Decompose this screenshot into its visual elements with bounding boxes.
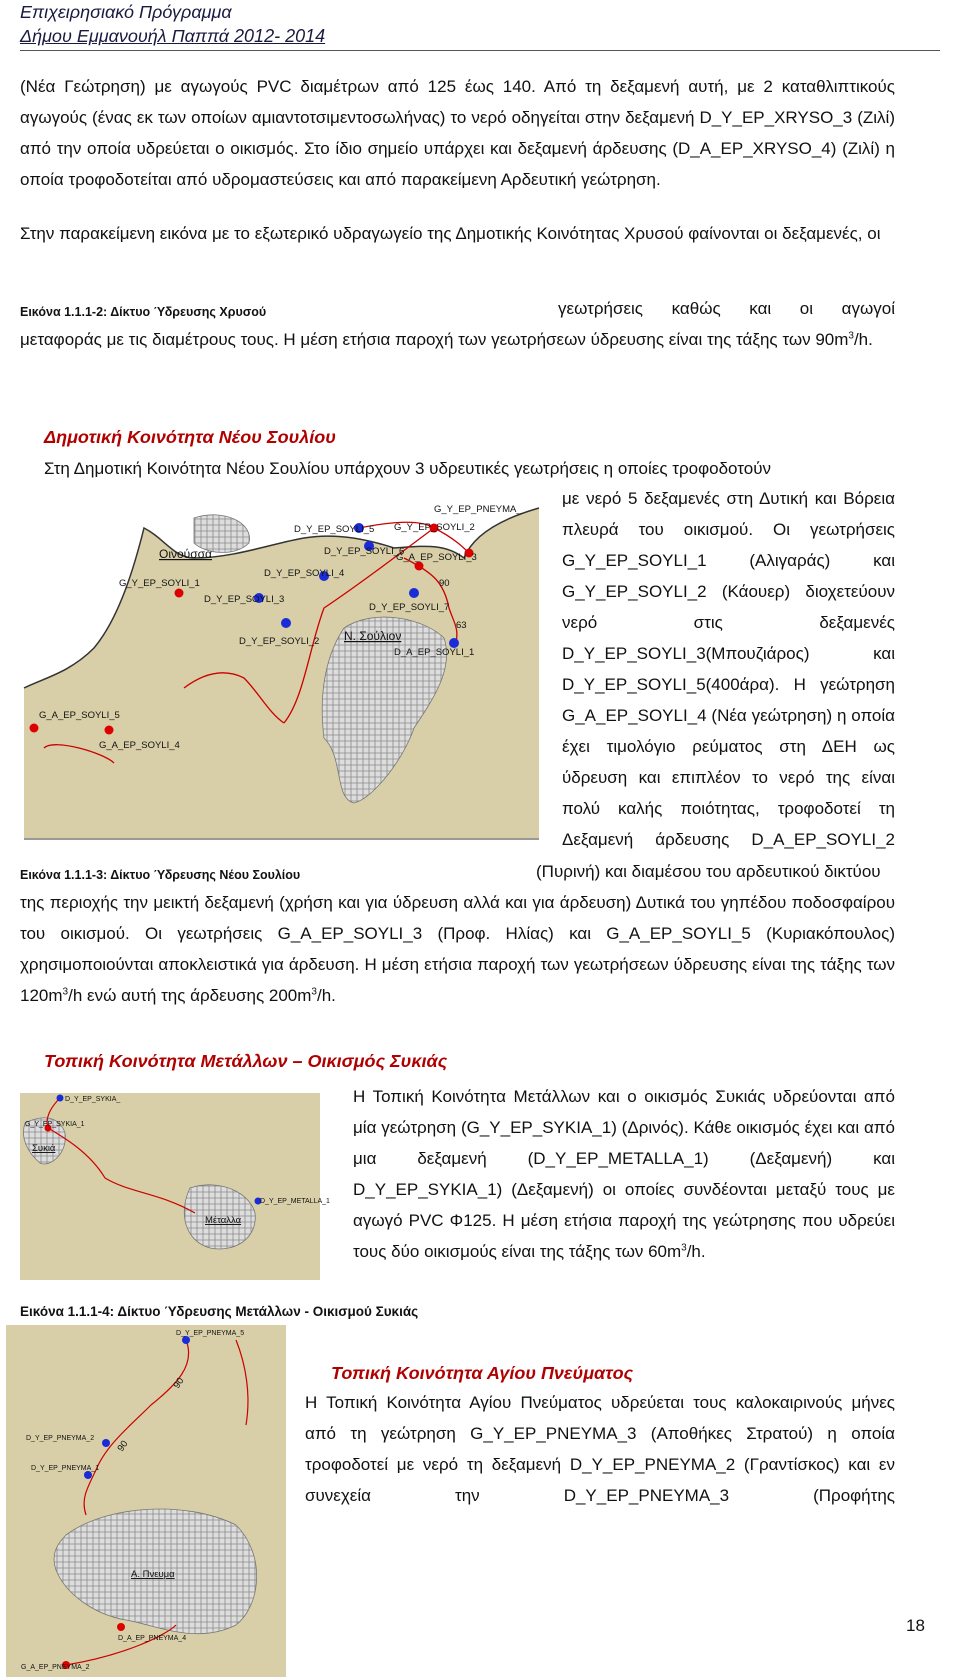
figure-caption-neo-souli: Εικόνα 1.1.1-3: Δίκτυο Ύδρευσης Νέου Σουλίου: [20, 868, 301, 882]
map-neo-souli: [24, 498, 539, 840]
map-label: G_Y_EP_PNEYMA_: [434, 504, 522, 515]
souli-paragraph-end: /h.: [316, 986, 336, 1005]
souli-paragraph-text: της περιοχής την μεικτή δεξαμενή (χρήση και για ύδρευση αλλά και για άρδευση) Δυτικά του γηπέδου ποδοσφαίρου του οικισμού. Οι γεωτρήσεις G_A_EP_SOYLI_3 (Προφ. Ηλίας) και G_A_EP_SOYLI_5 (Κυριακόπουλος) χρησιμοποιούνται αποκλειστικά για άρδευση. Η μέση ετήσια παροχή των γεωτρήσεων ύδρευσης είναι της τάξης των 120m: [20, 893, 895, 1005]
map-label: D_Y_EP_SOYLI_3: [204, 594, 285, 605]
map-tank-marker: [102, 1439, 110, 1447]
map-label: G_Y_EP_SOYLI_1: [119, 578, 200, 589]
heading-neo-souli: Δημοτική Κοινότητα Νέου Σουλίου: [44, 427, 336, 447]
map-label: G_Y_EP_SOYLI_2: [394, 522, 475, 533]
map-pnevma-svg: [6, 1325, 286, 1677]
map-label: D_A_EP_SOYLI_1: [394, 647, 475, 658]
souli-side-text: με νερό 5 δεξαμενές στη Δυτική και Βόρεια πλευρά του οικισμού. Οι γεωτρήσεις G_Y_EP_SOYLI_1 (Αλιγαράς) και G_Y_EP_SOYLI_2 (Κάουερ) διοχετεύουν νερό στις δεξαμενές D_Y_EP_SOYLI_3(Μπουζιάρος) και D_Y_EP_SOYLI_5(400άρα). Η γεώτρηση G_A_EP_SOYLI_4 (Νέα γεώτρηση) η οποία έχει τιμολόγιο ρεύματος στη ΔΕΗ ως ύδρευση και επιπλέον το νερό της είναι πολύ καλής ποιότητας, τροφοδοτεί τη Δεξαμενή άρδευσης D_A_EP_SOYLI_2: [562, 489, 895, 849]
map-borehole-marker: [117, 1623, 125, 1631]
map-metallon-sykia: [20, 1093, 330, 1280]
document-header: [20, 0, 325, 48]
map-tank-marker: [182, 1336, 190, 1344]
map-pipe-label: 63: [456, 620, 467, 631]
chryso-paragraph-3-text: μεταφοράς με τις διαμέτρους τους. Η μέση ετήσια παροχή των γεωτρήσεων ύδρευσης είναι της τάξης των 90m: [20, 330, 849, 349]
metallon-paragraph-text: Η Τοπική Κοινότητα Μετάλλων και ο οικισμός Συκιάς υδρεύονται από μία γεώτρηση (G_Y_EP_SYKIA_1) (Δρινός). Κάθε οικισμός έχει και από μια δεξαμενή (D_Y_EP_METALLA_1) (Δεξαμενή) και D_Y_EP_SYKIA_1) (Δεξαμενή) οι οποίες συνδέονται μεταξύ τους με αγωγό PVC Φ125. Η μέση ετήσια παροχή της γεώτρησης που υδρεύει τους δύο οικισμούς είναι της τάξης των 60m: [353, 1087, 895, 1261]
map-label: G_A_EP_SOYLI_5: [39, 710, 120, 721]
map-tank-marker: [409, 588, 419, 598]
pneuma-paragraph: Η Τοπική Κοινότητα Αγίου Πνεύματος υδρεύεται τους καλοκαιρινούς μήνες από τη γεώτρηση G_Y_EP_PNEYMA_3 (Αποθήκες Στρατού) η οποία τροφοδοτεί με νερό τη δεξαμενή D_Y_EP_PNEYMA_2 (Γραντίσκος) και εν συνεχεία την D_Y_EP_PNEYMA_3 (Προφήτης: [305, 1393, 895, 1505]
map-label: D_Y_EP_PNEYMA_2: [26, 1435, 95, 1442]
page-number: 18: [906, 1616, 925, 1635]
map-borehole-marker: [175, 589, 184, 598]
souli-paragraph-text-2: /h ενώ αυτή της άρδευσης 200m: [68, 986, 312, 1005]
map-town-oinoussa: Οινούσσα: [159, 547, 212, 561]
map-label: D_A_EP_PNEYMA_4: [118, 1635, 187, 1642]
map-label: D_Y_EP_SOYLI_4: [264, 568, 345, 579]
map-label: G_A_EP_PNEYMA_2: [21, 1664, 90, 1671]
souli-intro: Στη Δημοτική Κοινότητα Νέου Σουλίου υπάρχουν 3 υδρευτικές γεωτρήσεις η οποίες τροφοδοτούν: [44, 459, 771, 478]
header-rule: [20, 50, 940, 51]
chryso-paragraph-1: (Νέα Γεώτρηση) με αγωγούς PVC διαμέτρων από 125 έως 140. Από τη δεξαμενή αυτή, με 2 καταθλιπτικούς αγωγούς (ένας εκ των οποίων αμιαντοτσιμεντοσωλήνας) το νερό οδηγείται στην δεξαμενή D_Y_EP_XRYSO_3 (Ζιλί) από την οποία υδρεύεται ο οικισμός. Στο ίδιο σημείο υπάρχει και δεξαμενή άρδευσης (D_A_EP_XRYSO_4) (Ζιλί) η οποία τροφοδοτείται από υδρομαστεύσεις και από παρακείμενη Αρδευτική γεώτρηση.: [20, 77, 895, 189]
map-borehole-marker: [105, 726, 114, 735]
map-label: D_Y_EP_METALLA_1: [260, 1198, 330, 1205]
map-label: G_A_EP_SOYLI_4: [99, 740, 180, 751]
map-label: D_Y_EP_SOYLI_6: [324, 546, 405, 557]
chryso-superscript: 3: [848, 330, 854, 342]
figure-caption-chryso: Εικόνα 1.1.1-2: Δίκτυο Ύδρευσης Χρυσού: [20, 305, 267, 319]
map-town-pnevma: Α. Πνευμα: [131, 1569, 175, 1580]
map-label: G_Y_EP_SYKIA_1: [25, 1121, 85, 1128]
map-town-sykia: Συκιά: [32, 1143, 56, 1154]
chryso-paragraph-3-end: /h.: [853, 330, 873, 349]
souli-paragraph: [20, 887, 895, 1011]
map-label: D_Y_EP_PNEYMA_1: [31, 1465, 100, 1472]
map-label: D_Y_EP_PNEYMA_5: [176, 1330, 245, 1337]
metallon-paragraph-end: /h.: [686, 1242, 706, 1261]
map-tank-marker: [57, 1095, 64, 1102]
map-tank-marker: [281, 618, 291, 628]
metallon-paragraph: [353, 1081, 895, 1267]
chryso-paragraph-3: [20, 324, 895, 355]
map-tank-marker: [84, 1471, 92, 1479]
map-pipe-label: 90: [115, 1438, 131, 1454]
map-neo-souli-svg: [24, 498, 539, 840]
header-title: Επιχειρησιακό Πρόγραμμα: [20, 2, 232, 22]
chryso-paragraph-2: Στην παρακείμενη εικόνα με το εξωτερικό υδραγωγείο της Δημοτικής Κοινότητας Χρυσού φαίνονται οι δεξαμενές, οι: [20, 224, 881, 243]
map-label: D_Y_EP_SOYLI_5: [294, 524, 375, 535]
metallon-superscript: 3: [681, 1242, 687, 1254]
map-label: D_Y_EP_SYKIA_: [65, 1096, 121, 1103]
heading-metallon: Τοπική Κοινότητα Μετάλλων – Οικισμός Συκιάς: [44, 1051, 448, 1071]
map-agiou-pnevmatos: [6, 1325, 286, 1677]
header-subtitle: Δήμου Εμμανουήλ Παππά 2012- 2014: [20, 26, 326, 46]
map-town-neo-souli: Ν. Σούλιον: [344, 629, 402, 643]
map-label: D_Y_EP_SOYLI_7: [369, 602, 450, 613]
souli-superscript-1: 3: [62, 986, 69, 998]
souli-superscript-2: 3: [311, 986, 317, 998]
chryso-line-3: γεωτρήσεις καθώς και οι αγωγοί: [558, 299, 895, 318]
map-borehole-marker: [30, 724, 39, 733]
map-town-metalla: Μέταλλα: [205, 1215, 242, 1226]
map-label: G_A_EP_SOYLI_3: [396, 552, 477, 563]
map-pipe-label: 90: [439, 578, 450, 589]
souli-caption-line: (Πυρινή) και διαμέσου του αρδευτικού δικτύου: [536, 862, 881, 881]
map-label: D_Y_EP_SOYLI_2: [239, 636, 320, 647]
heading-agiou-pnevmatos: Τοπική Κοινότητα Αγίου Πνεύματος: [331, 1363, 634, 1383]
figure-caption-metallon: Εικόνα 1.1.1-4: Δίκτυο Ύδρευσης Μετάλλων - Οικισμού Συκιάς: [20, 1304, 419, 1319]
map-metallon-svg: [20, 1093, 330, 1280]
map-pipe-label: 90: [171, 1375, 187, 1391]
